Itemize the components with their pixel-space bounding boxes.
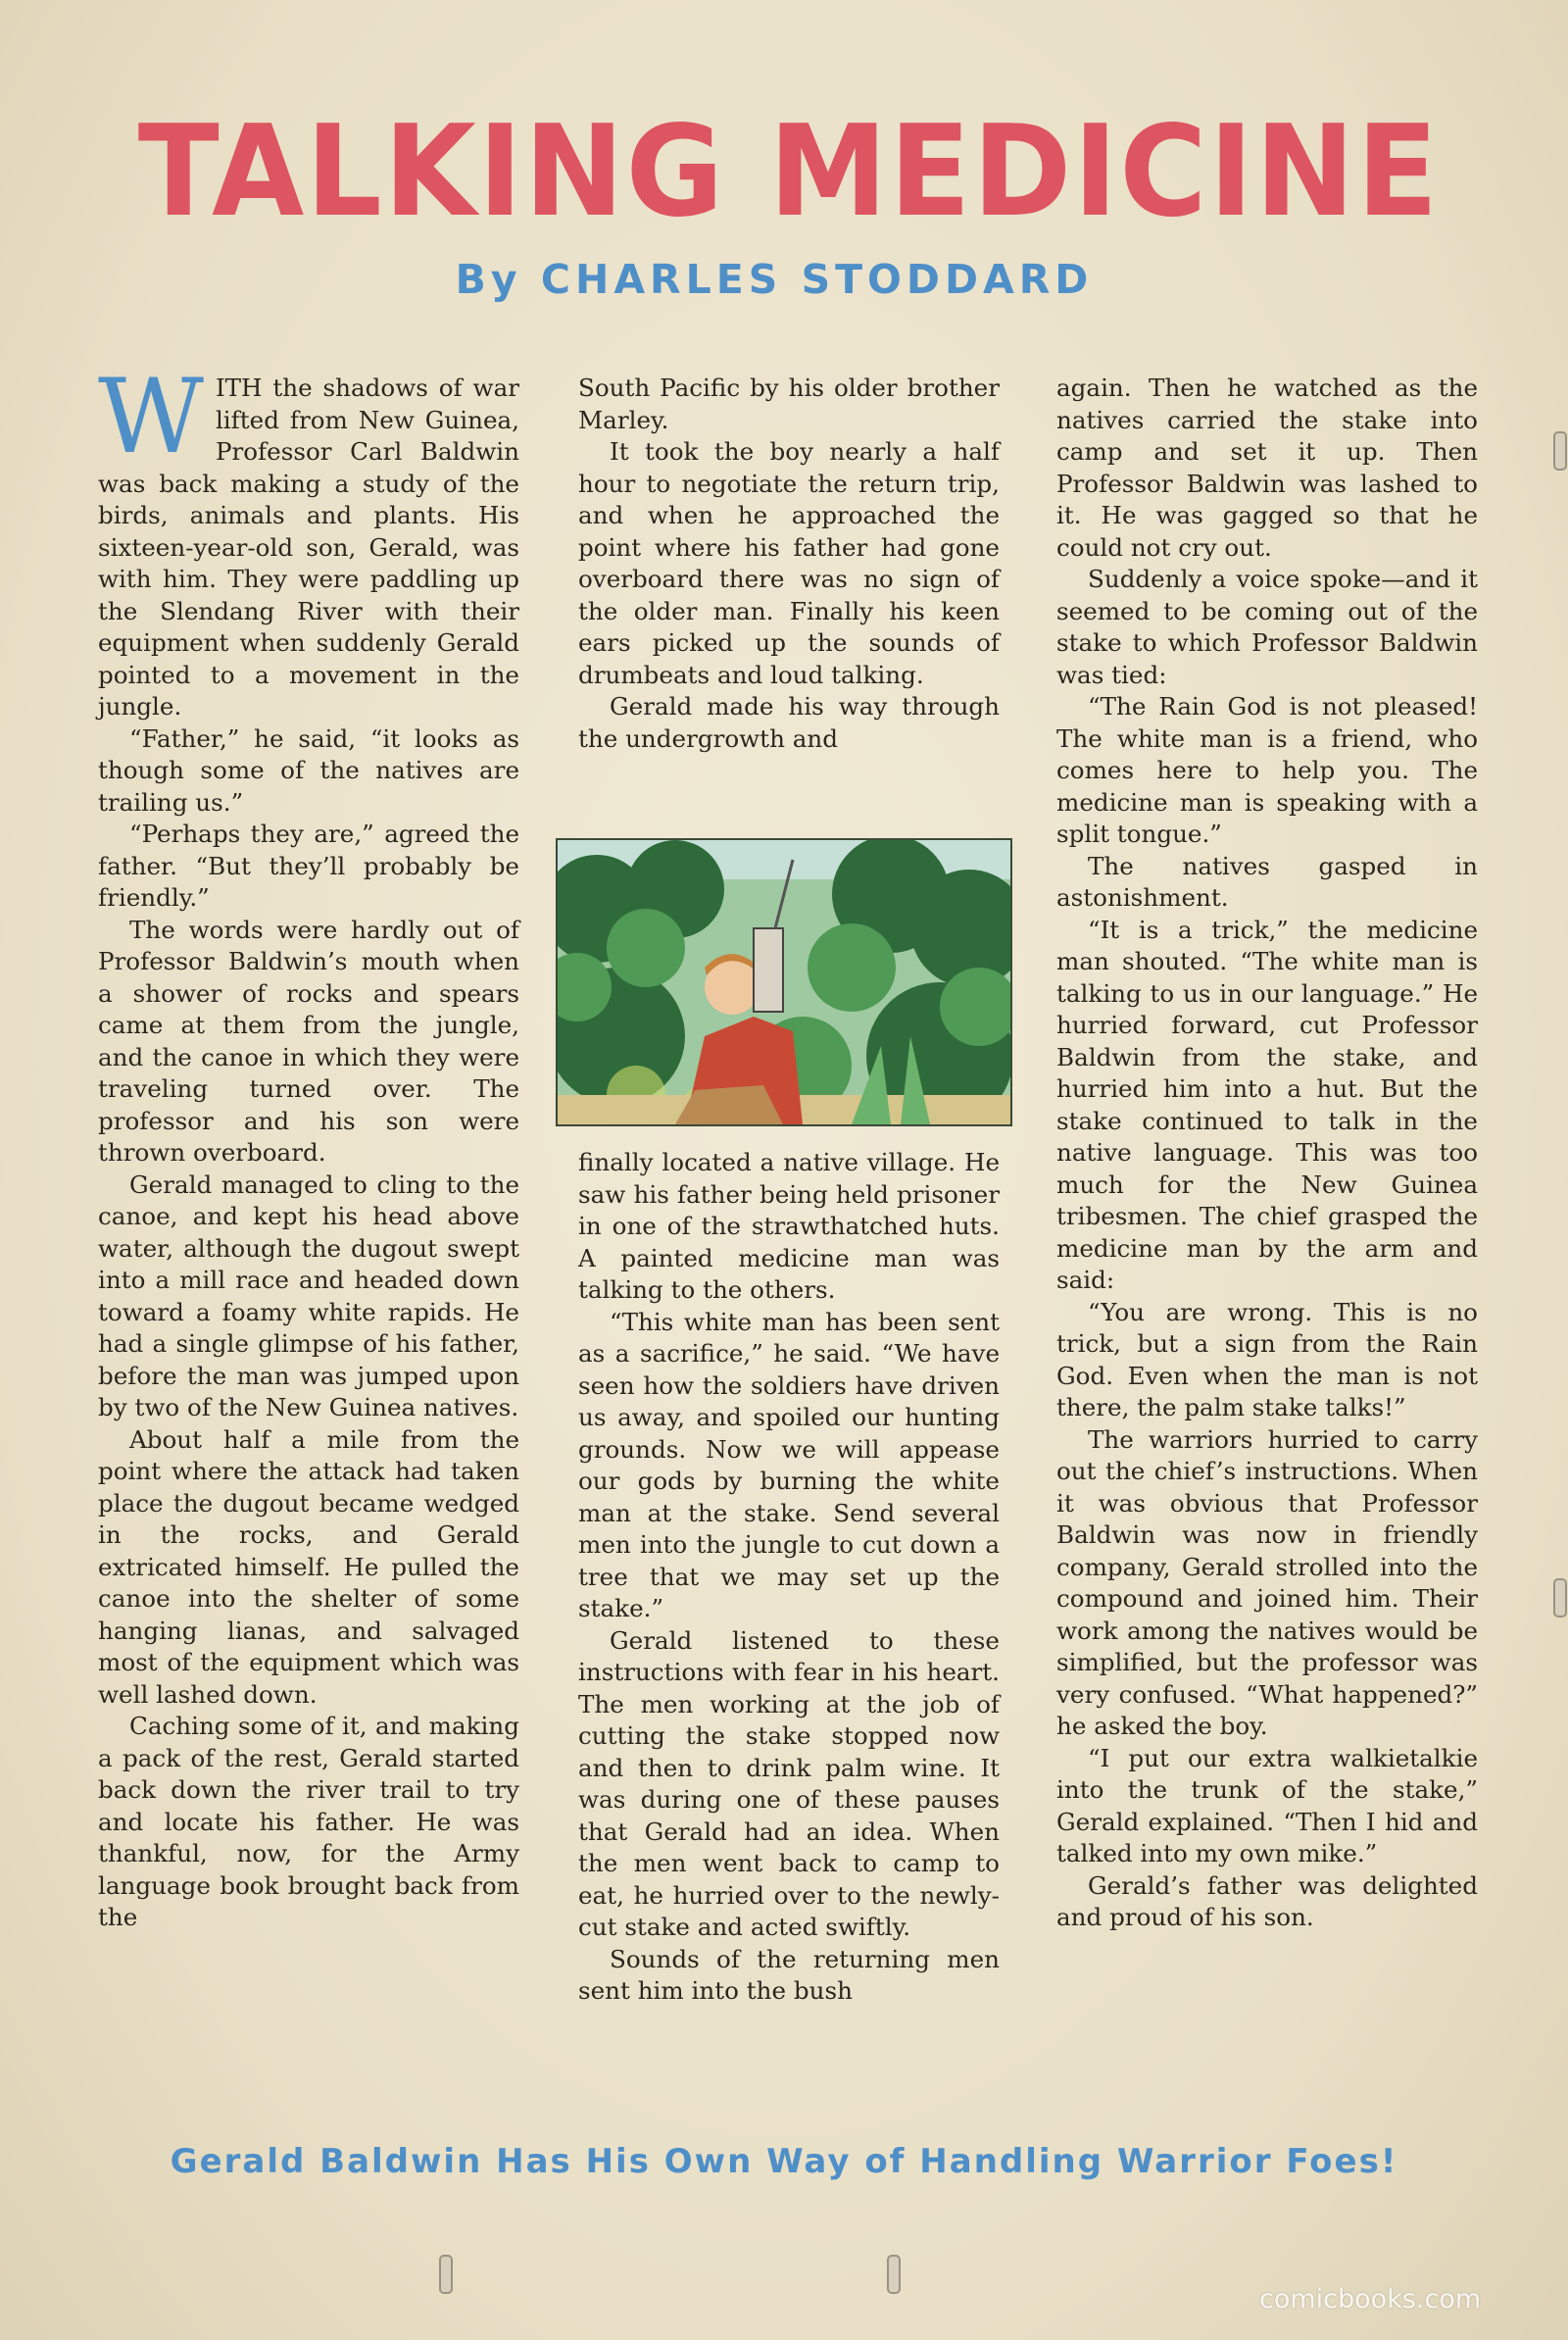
page-title: TALKING MEDICINE [137,99,1441,245]
paragraph: “I put our extra walkietalkie into the trunk of the stake,” Gerald explained. “Then I hid and talked into my own mike.” [1056,1743,1478,1867]
paragraph: “It is a trick,” the medicine man shouted. “The white man is talking to us in our language.” He hurried forward, cut Professor Baldwin from the stake, and hurried him into a hut. But the stake continued to talk in the native language. This was too much for the New Guinea tribesmen. The chief grasped the medicine man by the arm and said: [1056,915,1478,1294]
footer-tagline: Gerald Baldwin Has His Own Way of Handling Warrior Foes! [170,2142,1398,2181]
paragraph: “You are wrong. This is no trick, but a sign from the Rain God. Even when the man is not there, the palm stake talks!” [1056,1297,1478,1421]
paragraph: About half a mile from the point where the attack had taken place the dugout became wedged in the rocks, and Gerald extricated himself. He pulled the canoe into the shelter of some hanging lianas, and salvaged most of the equipment which was well lashed down. [98,1424,519,1709]
paragraph: finally located a native village. He saw his father being held prisoner in one of the strawthatched huts. A painted medicine man was talking to the others. [578,1148,1000,1304]
staple-mark [887,2255,901,2294]
paragraph: Gerald managed to cling to the canoe, and kept his head above water, although the dugout swept into a mill race and headed down toward a foamy white rapids. He had a single glimpse of his father, before the man was jumped upon by two of the New Guinea natives. [98,1170,519,1421]
drop-cap: W [98,357,204,476]
staple-mark [1553,431,1567,471]
text-column-2-bottom [578,1147,1000,2008]
paragraph: Gerald listened to these instructions with fear in his heart. The men working at the job of cutting the stake stopped now and then to drink palm wine. It was during one of these pauses that Gerald had an idea. When the men went back to camp to eat, he hurried over to the newly-cut stake and acted swiftly. [578,1625,1000,1941]
text-column-3 [1056,373,1478,1934]
paragraph: Sounds of the returning men sent him into the bush [578,1944,1000,2005]
staple-mark [1553,1578,1567,1618]
paragraph: South Pacific by his older brother Marley. [578,373,1000,434]
jungle-boy-walkie-talkie-image [558,840,1010,1124]
watermark: comicbooks.com [1259,2284,1482,2315]
byline: By CHARLES STODDARD [455,256,1094,303]
paragraph: Gerald’s father was delighted and proud of his son. [1056,1870,1478,1931]
paragraph: “The Rain God is not pleased! The white man is a friend, who comes here to help you. The medicine man is speaking with a split tongue.” [1056,692,1478,848]
paragraph: “Perhaps they are,” agreed the father. “But they’ll probably be friendly.” [98,820,519,912]
paragraph: Gerald made his way through the undergrowth and [578,692,1000,753]
staple-mark [439,2255,453,2294]
paragraph: It took the boy nearly a half hour to negotiate the return trip, and when he approached the point where his father had gone overboard there was no sign of the older man. Finally his keen ears picked up the sounds of drumbeats and loud talking. [578,437,1000,689]
paragraph: The natives gasped in astonishment. [1056,851,1478,912]
paragraph: again. Then he watched as the natives carried the stake into camp and set it up. Then Professor Baldwin was lashed to it. He was gagged so that he could not cry out. [1056,373,1478,562]
text-column-2-top [578,373,1000,755]
paragraph: Suddenly a voice spoke—and it seemed to be coming out of the stake to which Professor Baldwin was tied: [1056,565,1478,689]
paragraph: ITH the shadows of war lifted from New Guinea, Professor Carl Baldwin was back making a study of the birds, animals and plants. His sixteen-year-old son, Gerald, was with him. They were paddling up the Slendang River with their equipment when suddenly Gerald pointed to a movement in the jungle. [98,373,519,721]
paragraph: The warriors hurried to carry out the chief’s instructions. When it was obvious that Professor Baldwin was now in friendly company, Gerald strolled into the compound and joined him. Their work among the natives would be simplified, but the professor was very confused. “What happened?” he asked the boy. [1056,1424,1478,1740]
paragraph: Caching some of it, and making a pack of the rest, Gerald started back down the river trail to try and locate his father. He was thankful, now, for the Army language book brought back from the [98,1712,519,1931]
paragraph: The words were hardly out of Professor Baldwin’s mouth when a shower of rocks and spears came at them from the jungle, and the canoe in which they were traveling turned over. The professor and his son were thrown overboard. [98,915,519,1167]
story-illustration [556,838,1012,1126]
paragraph: “Father,” he said, “it looks as though some of the natives are trailing us.” [98,723,519,817]
text-column-1 [98,357,519,1934]
paragraph: “This white man has been sent as a sacrifice,” he said. “We have seen how the soldiers have driven us away, and spoiled our hunting grounds. Now we will appease our gods by burning the white man at the stake. Send several men into the jungle to cut down a tree that we may set up the stake.” [578,1307,1000,1622]
